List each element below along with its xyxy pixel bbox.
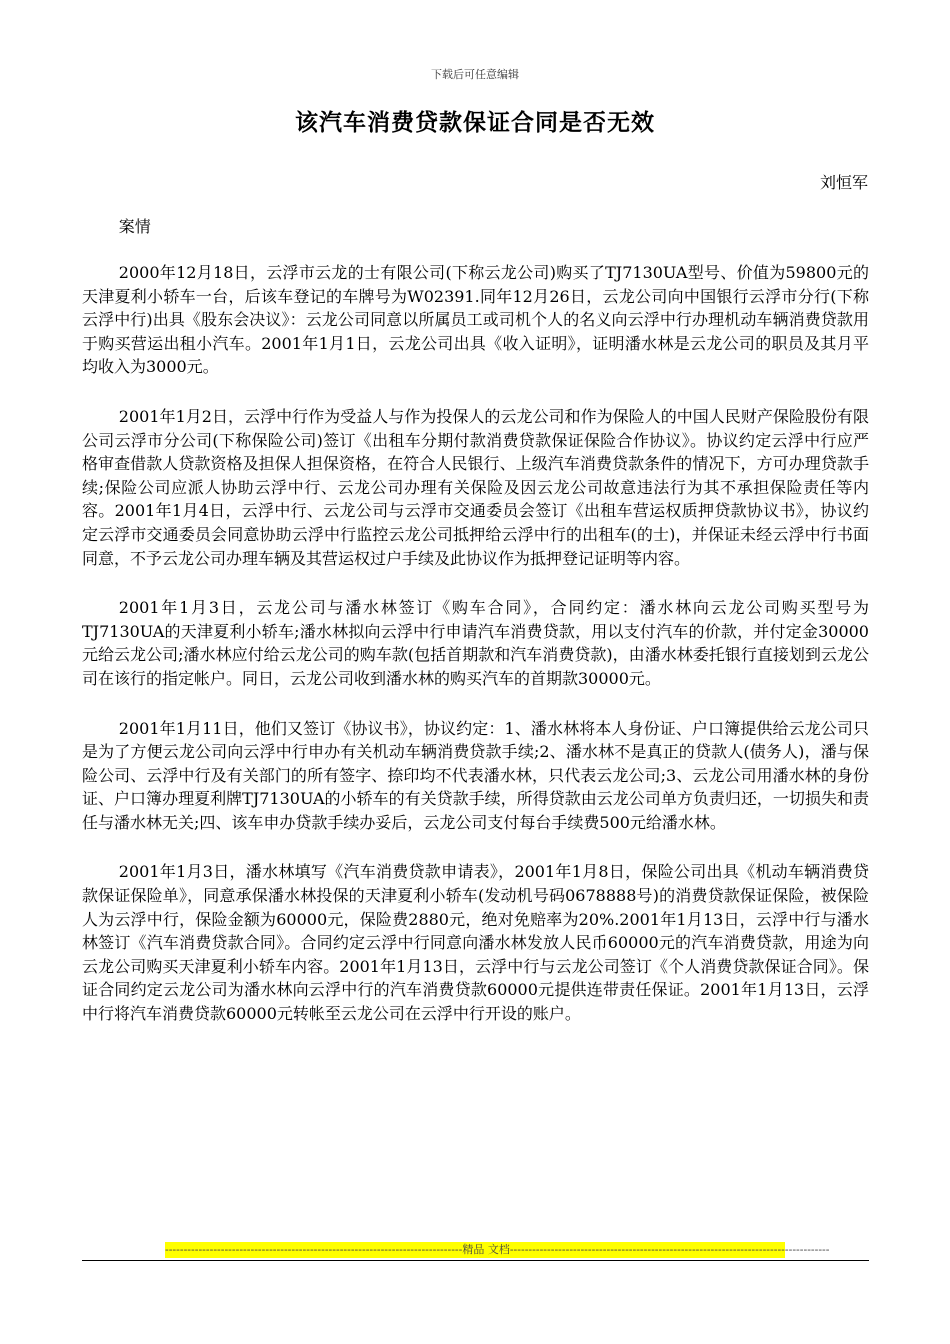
footer-banner bbox=[165, 1242, 830, 1258]
footer-rule bbox=[82, 1260, 869, 1261]
author-name: 刘恒军 bbox=[819, 173, 868, 192]
paragraph-4: 2001年1月11日，他们又签订《协议书》，协议约定：1、潘水林将本人身份证、户口簿提供给云龙公司只是为了方便云龙公司向云浮中行申办有关机动车辆消费贷款手续;2、潘水林不是真正的贷款人(债务人)，潘与保险公司、云浮中行及有关部门的所有签字、捺印均不代表潘水林，只代表云龙公司;3、云龙公司用潘水林的身份证、户口簿办理夏利牌TJ7130UA的小轿车的有关贷款手续，所得贷款由云龙公司单方负责归还，一切损失和责任与潘水林无关;四、该车申办贷款手续办妥后，云龙公司支付每台手续费500元给潘水林。 bbox=[82, 718, 869, 832]
paragraph-3: 2001年1月3日，云龙公司与潘水林签订《购车合同》，合同约定：潘水林向云龙公司购买型号为TJ7130UA的天津夏利小轿车;潘水林拟向云浮中行申请汽车消费贷款，用以支付汽车的价款，并付定金30000元给云龙公司;潘水林应付给云龙公司的购车款(包括首期款和汽车消费贷款)，由潘水林委托银行直接划到云龙公司在该行的指定帐户。同日，云龙公司收到潘水林的购买汽车的首期款30000元。 bbox=[82, 598, 869, 688]
paragraph-2: 2001年1月2日，云浮中行作为受益人与作为投保人的云龙公司和作为保险人的中国人民财产保险股份有限公司云浮市分公司(下称保险公司)签订《出租车分期付款消费贷款保证保险合作协议》。协议约定云浮中行应严格审查借款人贷款资格及担保人担保资格，在符合人民银行、上级汽车消费贷款条件的情况下，方可办理贷款手续;保险公司应派人协助云浮中行、云龙公司办理有关保险及因云龙公司故意违法行为其不承担保险责任等内容。2001年1月4日，云浮中行、云龙公司与云浮市交通委员会签订《出租车营运权质押贷款协议书》，协议约定云浮市交通委员会同意协助云浮中行监控云龙公司抵押给云浮中行的出租车(的士)，并保证未经云浮中行书面同意，不予云龙公司办理车辆及其营运权过户手续及此协议作为抵押登记证明等内容。 bbox=[82, 406, 869, 568]
footer-left-dashes: -------------------------------------------------------------------------------- bbox=[165, 1243, 463, 1256]
header-note: 下载后可任意编辑 bbox=[431, 68, 519, 81]
paragraph-5: 2001年1月3日，潘水林填写《汽车消费贷款申请表》，2001年1月8日，保险公司出具《机动车辆消费贷款保证保险单》，同意承保潘水林投保的天津夏利小轿车(发动机号码0678888号)的消费贷款保证保险，被保险人为云浮中行，保险金额为60000元，保险费2880元，绝对免赔率为20%.2001年1月13日，云浮中行与潘水林签订《汽车消费贷款合同》。合同约定云浮中行同意向潘水林发放人民币60000元的汽车消费贷款，用途为向云龙公司购买天津夏利小轿车内容。2001年1月13日，云浮中行与云龙公司签订《个人消费贷款保证合同》。保证合同约定云龙公司为潘水林向云浮中行的汽车消费贷款60000元提供连带责任保证。2001年1月13日，云浮中行将汽车消费贷款60000元转帐至云龙公司在云浮中行开设的账户。 bbox=[82, 862, 869, 1024]
section-heading: 案情 bbox=[118, 217, 151, 236]
footer-right-dashes: -------------------------------------------------------------------------------------- bbox=[509, 1243, 830, 1256]
footer-label: 精品 文档 bbox=[462, 1243, 510, 1256]
document-title: 该汽车消费贷款保证合同是否无效 bbox=[295, 109, 655, 136]
paragraph-1: 2000年12月18日，云浮市云龙的士有限公司(下称云龙公司)购买了TJ7130UA型号、价值为59800元的天津夏利小轿车一台，后该车登记的车牌号为W02391.同年12月26日，云龙公司向中国银行云浮市分行(下称云浮中行)出具《股东会决议》：云龙公司同意以所属员工或司机个人的名义向云浮中行办理机动车辆消费贷款用于购买营运出租小汽车。2001年1月1日，云龙公司出具《收入证明》，证明潘水林是云龙公司的职员及其月平均收入为3000元。 bbox=[82, 263, 869, 377]
document-body bbox=[82, 214, 869, 1052]
